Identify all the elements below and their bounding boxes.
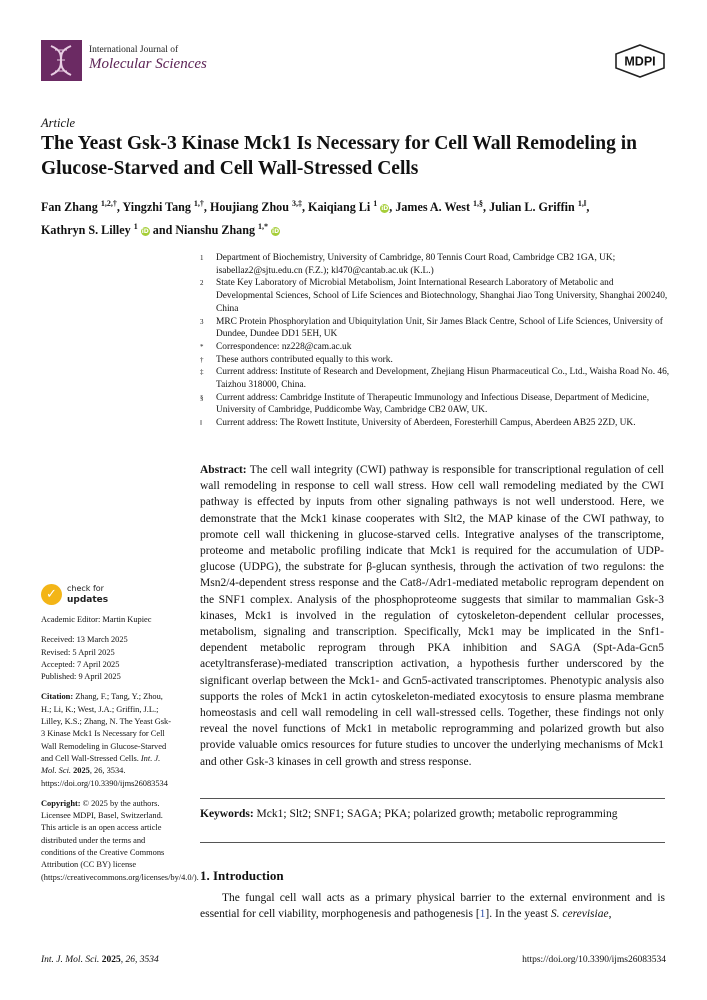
affiliation-mark: † (200, 355, 204, 364)
author-affiliation-mark: 1,* (258, 222, 269, 232)
author-name[interactable]: Kathryn S. Lilley (41, 223, 131, 238)
citation-text: Zhang, F.; Tang, Y.; Zhou, H.; Li, K.; West, J.A.; Griffin, J.L.; Lilley, K.S.; Zhang, N. The Yeast Gsk-3 Kinase Mck1 Is Necessary for Cell Wall Remodeling in Glucose-Starved and Cell Wall-Stressed Cells. (41, 692, 172, 763)
academic-editor: Academic Editor: Martin Kupiec (41, 615, 152, 624)
footer-citation (41, 955, 159, 965)
author-affiliation-mark: 1,† (193, 199, 204, 208)
keywords-text: Mck1; Slt2; SNF1; SAGA; PKA; polarized growth; metabolic reprogramming (256, 808, 618, 820)
journal-name-line1: International Journal of (89, 45, 179, 55)
author-affiliation-mark: 1,‖ (577, 199, 587, 208)
mdpi-logo-icon (614, 44, 666, 78)
affiliation-text: Current address: Cambridge Institute of Therapeutic Immunology and Infectious Disease, Department of Medicine, University of Cambridge, Puddicombe Way, Cambridge CB2 0AW, UK. (216, 392, 650, 416)
affiliation-item (200, 354, 670, 367)
intro-text: The fungal cell wall acts as a primary physical barrier to the external environment and is essential for cell viability, morphogenesis and pathogenesis [ (200, 892, 665, 921)
divider (200, 842, 665, 843)
affiliation-text: These authors contributed equally to this work. (216, 354, 393, 365)
author-affiliation-mark: 1 (373, 199, 378, 208)
intro-text-end: , (608, 908, 612, 921)
article-info-sidebar (41, 614, 199, 884)
article-type: Article (41, 116, 76, 130)
copyright-text: © 2025 by the authors. Licensee MDPI, Basel, Switzerland. This article is an open access article distributed under the terms and conditions of the Creative Commons Attribution (CC BY) license (https://creativecommons.org/licenses/by/4.0/). (41, 798, 199, 882)
author-separator: , (116, 200, 123, 215)
author-name[interactable]: Nianshu Zhang (175, 223, 255, 238)
check-updates-line1: check for (67, 584, 104, 593)
section-heading: 1. Introduction (200, 868, 284, 883)
author-affiliation-mark: 1 (133, 222, 138, 232)
check-updates-label (67, 584, 127, 605)
citation-volume: , 26, 3534. https://doi.org/10.3390/ijms26083534 (41, 766, 168, 788)
journal-logo (41, 40, 82, 81)
author-name[interactable]: Houjiang Zhou (209, 200, 289, 215)
abstract (200, 462, 664, 770)
copyright-label: Copyright: (41, 798, 81, 808)
author-affiliation-mark: 1,§ (473, 199, 484, 208)
intro-text-cont: ]. In the yeast (485, 908, 551, 921)
affiliation-item (200, 277, 670, 315)
affiliation-text: Current address: Institute of Research and Development, Zhejiang Hisun Pharmaceutical Co., Ltd., Waisha Road No. 46, Taizhou 318000, China. (216, 367, 670, 391)
orcid-icon[interactable]: iD (141, 228, 149, 236)
author-separator: , (203, 200, 210, 215)
dna-icon (41, 40, 82, 81)
abstract-text: The cell wall integrity (CWI) pathway is responsible for transcriptional regulation of cell wall remodeling in response to cell wall stress. How cell wall remodeling mediated by the CWI pathway is effected by inputs from other signaling pathways is not well understood. Here, we demonstrate that the Mck1 kinase cooperates with Slt2, the MAP kinase of the CWI pathway, to promote cell wall thickening in glucose-starved cells. Integrative analyses of the transcriptome, proteome and metabolic profiling indicate that Mck1 is required for the accumulation of UDP-glucose (UDPG), the substrate for β-glucan synthesis, through the activation of two regulons: the Msn2/4-dependent stress response and the Cat8-/Adr1-mediated metabolic reprogram dependent on the SNF1 complex. Analysis of the phosphoproteome suggests that similar to mammalian Gsk-3 kinases, Mck1 is involved in the regulation of cytoskeleton-dependent cellular processes, metabolism, signaling and transcription. Specifically, Mck1 may be implicated in the Snf1-dependent metabolic reprogram through PKA inhibition and SAGA (Spt-Ada-Gcn5 acetyltransferase)-mediated transcription activation, a hypothesis further underscored by the significant overlap between the Mck1- and Gcn5-activated transcriptomes. Phenotypic analysis also supports the roles of Mck1 in actin cytoskeleton-mediated exocytosis to ensure plasma membrane homeostasis and cell wall remodeling in cell wall-stressed cells. Together, these findings not only reveal the novel functions of Mck1 in metabolic reprogramming and polarized growth but also provide valuable omics resources for future studies to uncover the underlying mechanisms of Mck1 and other Gsk-3 kinases in cell growth and stress response. (200, 464, 664, 768)
citation-year: 2025 (73, 766, 90, 776)
affiliation-mark: 2 (200, 279, 204, 288)
author-separator: , (483, 200, 490, 215)
author-affiliation-mark: 3,‡ (291, 199, 302, 208)
mdpi-logo-text: MDPI (624, 54, 656, 69)
intro-paragraph (200, 890, 665, 922)
check-icon: ✓ (41, 584, 62, 605)
affiliation-mark: * (200, 342, 204, 351)
reference-link[interactable]: 1 (479, 908, 486, 921)
affiliation-mark: ‖ (200, 419, 202, 428)
affiliation-mark: § (200, 393, 204, 402)
divider (200, 798, 665, 799)
author-separator: , (586, 200, 590, 215)
journal-name-line2: Molecular Sciences (89, 56, 207, 72)
footer-volume: , 26, 3534 (120, 955, 159, 965)
affiliation-text: MRC Protein Phosphorylation and Ubiquitylation Unit, Sir James Black Centre, School of Life Sciences, University of Dundee, Dundee DD1 5EH, UK (216, 316, 663, 340)
author-separator: , (301, 200, 309, 215)
accepted-date: Accepted: 7 April 2025 (41, 659, 120, 669)
received-date: Received: 13 March 2025 (41, 635, 128, 645)
author-name[interactable]: Julian L. Griffin (489, 200, 575, 215)
affiliation-item (200, 252, 670, 277)
author-separator: , (389, 200, 396, 215)
copyright (41, 798, 199, 884)
affiliation-item (200, 392, 670, 417)
affiliation-item (200, 417, 670, 430)
orcid-icon[interactable]: iD (381, 205, 389, 213)
affiliation-mark: ‡ (200, 368, 204, 377)
author-name[interactable]: Kaiqiang Li (308, 200, 371, 215)
author-list (41, 194, 681, 240)
species-name: S. cerevisiae (550, 908, 609, 921)
author-name[interactable]: Fan Zhang (41, 200, 98, 215)
affiliation-text: Current address: The Rowett Institute, University of Aberdeen, Foresterhill Campus, Aberdeen AB25 2ZD, UK. (216, 418, 636, 429)
affiliation-text: State Key Laboratory of Microbial Metabolism, Joint International Research Laboratory of Metabolic and Developmental Sciences, School of Life Sciences and Biotechnology, Shanghai Jiao Tong University, Shanghai 200240, China (216, 278, 668, 314)
abstract-label: Abstract: (200, 464, 247, 476)
footer-doi[interactable]: https://doi.org/10.3390/ijms26083534 (522, 955, 666, 965)
affiliation-mark: 1 (200, 254, 204, 262)
footer-journal: Int. J. Mol. Sci. (41, 955, 100, 965)
affiliation-item (200, 341, 670, 354)
citation-journal: Int. J. Mol. Sci. (41, 753, 161, 776)
author-name[interactable]: James A. West (395, 200, 471, 215)
check-updates-line2: updates (67, 594, 109, 605)
keywords (200, 808, 664, 820)
citation-label: Citation: (41, 692, 74, 702)
affiliation-text: Department of Biochemistry, University of Cambridge, 80 Tennis Court Road, Cambridge CB2 1GA, UK; isabellaz2@sjtu.edu.cn (F.Z.); kl470@cantab.ac.uk (K.L.) (216, 253, 616, 276)
revised-date: Revised: 5 April 2025 (41, 647, 115, 657)
affiliation-item (200, 366, 670, 391)
affiliation-item (200, 316, 670, 341)
article-title: The Yeast Gsk-3 Kinase Mck1 Is Necessary for Cell Wall Remodeling in Glucose-Starved and Cell Wall-Stressed Cells (41, 133, 637, 179)
citation (41, 691, 175, 789)
keywords-label: Keywords: (200, 808, 254, 820)
publisher-logo (614, 44, 666, 82)
published-date: Published: 9 April 2025 (41, 672, 121, 682)
author-separator: and (149, 223, 176, 238)
affiliation-text: Correspondence: nz228@cam.ac.uk (216, 341, 352, 352)
affiliations (200, 252, 670, 430)
footer-year: 2025 (101, 955, 121, 965)
orcid-icon[interactable]: iD (272, 228, 280, 236)
affiliation-mark: 3 (200, 317, 204, 326)
author-name[interactable]: Yingzhi Tang (122, 200, 191, 215)
author-affiliation-mark: 1,2,† (100, 199, 117, 208)
